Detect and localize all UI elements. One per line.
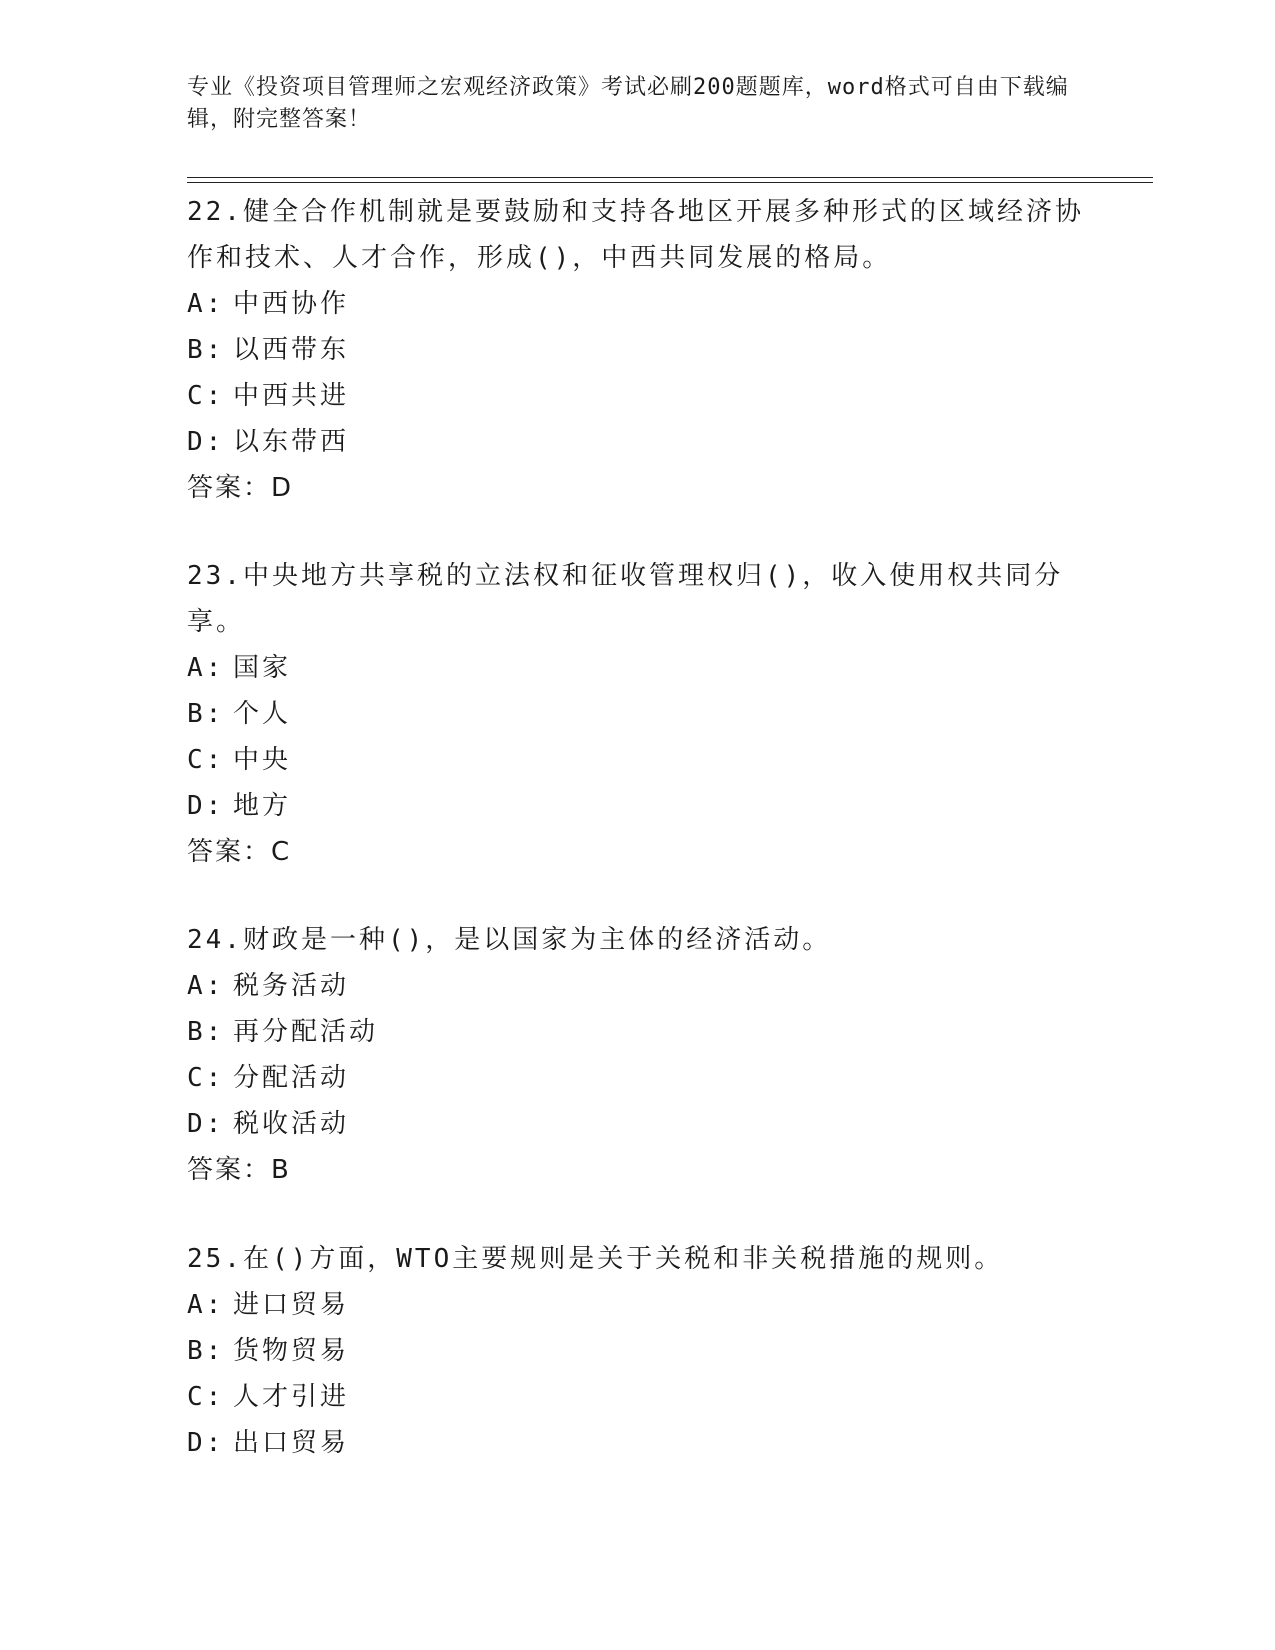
document-header: 专业《投资项目管理师之宏观经济政策》考试必刷200题题库，word格式可自由下载编辑，附完整答案！	[187, 75, 1069, 132]
option-key: C:	[187, 381, 225, 411]
option-key: B:	[187, 1336, 225, 1366]
option-text: 个人	[233, 699, 292, 729]
header-divider-bottom	[187, 182, 1153, 183]
question-25	[187, 1236, 1087, 1466]
option-c	[187, 373, 1087, 419]
option-key: D:	[187, 427, 225, 457]
option-key: C:	[187, 1063, 225, 1093]
header-divider-top	[187, 177, 1153, 178]
option-b	[187, 1009, 1087, 1055]
option-key: A:	[187, 653, 225, 683]
question-24	[187, 917, 1087, 1193]
option-text: 货物贸易	[233, 1336, 350, 1366]
option-c	[187, 737, 1087, 783]
option-b	[187, 327, 1087, 373]
option-key: A:	[187, 289, 225, 319]
option-text: 地方	[233, 791, 292, 821]
option-key: D:	[187, 1109, 225, 1139]
option-key: A:	[187, 1290, 225, 1320]
answer-line: 答案：C	[187, 837, 292, 867]
option-a	[187, 645, 1087, 691]
option-d	[187, 783, 1087, 829]
option-a	[187, 1282, 1087, 1328]
option-key: D:	[187, 1428, 225, 1458]
option-text: 再分配活动	[233, 1017, 379, 1047]
option-text: 国家	[233, 653, 292, 683]
option-a	[187, 281, 1087, 327]
option-b	[187, 691, 1087, 737]
option-c	[187, 1374, 1087, 1420]
option-d	[187, 419, 1087, 465]
option-key: B:	[187, 335, 225, 365]
option-text: 中西共进	[233, 381, 350, 411]
option-key: A:	[187, 971, 225, 1001]
option-a	[187, 963, 1087, 1009]
option-text: 人才引进	[233, 1382, 350, 1412]
option-key: C:	[187, 745, 225, 775]
option-c	[187, 1055, 1087, 1101]
option-text: 以西带东	[233, 335, 350, 365]
option-text: 以东带西	[233, 427, 350, 457]
question-text: 25.在()方面，WTO主要规则是关于关税和非关税措施的规则。	[187, 1244, 1004, 1274]
option-b	[187, 1328, 1087, 1374]
option-text: 中央	[233, 745, 292, 775]
question-text: 24.财政是一种()，是以国家为主体的经济活动。	[187, 925, 832, 955]
option-text: 税务活动	[233, 971, 350, 1001]
answer-line: 答案：B	[187, 1155, 291, 1185]
option-text: 出口贸易	[233, 1428, 350, 1458]
option-key: C:	[187, 1382, 225, 1412]
option-d	[187, 1101, 1087, 1147]
option-key: B:	[187, 1017, 225, 1047]
option-d	[187, 1420, 1087, 1466]
question-text: 22.健全合作机制就是要鼓励和支持各地区开展多种形式的区域经济协作和技术、人才合作，形成()，中西共同发展的格局。	[187, 197, 1084, 273]
option-text: 税收活动	[233, 1109, 350, 1139]
question-22	[187, 189, 1087, 511]
answer-line: 答案：D	[187, 473, 294, 503]
option-key: B:	[187, 699, 225, 729]
option-text: 分配活动	[233, 1063, 350, 1093]
option-key: D:	[187, 791, 225, 821]
option-text: 进口贸易	[233, 1290, 350, 1320]
question-23	[187, 553, 1087, 875]
question-text: 23.中央地方共享税的立法权和征收管理权归()，收入使用权共同分享。	[187, 561, 1064, 637]
option-text: 中西协作	[233, 289, 350, 319]
